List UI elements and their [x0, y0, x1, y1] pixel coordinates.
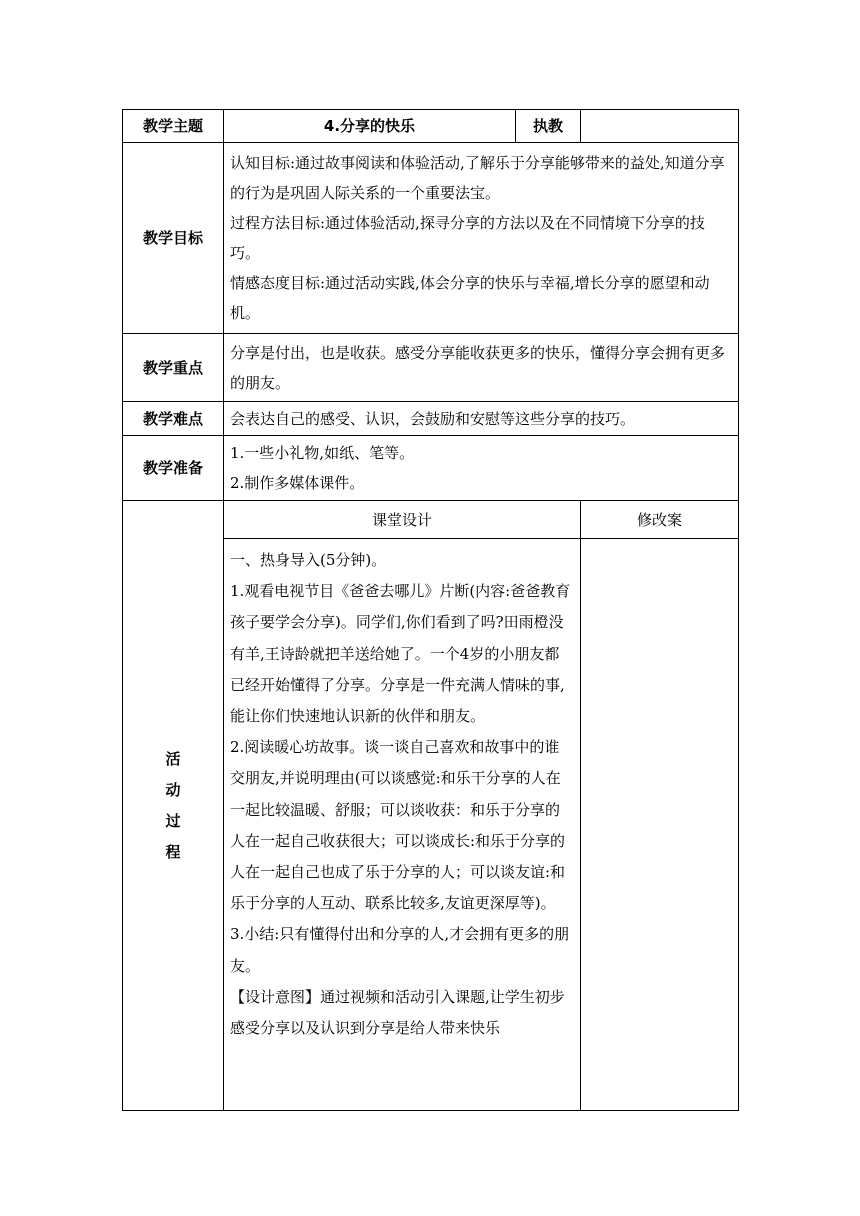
key-points-text: 分享是付出，也是收获。感受分享能收获更多的快乐，懂得分享会拥有更多的朋友。 [224, 334, 739, 402]
design-paragraph: 1.观看电视节目《爸爸去哪儿》片断(内容:爸爸教育孩子要学会分享)。同学们,你们看到了吗?田雨橙没有羊,王诗龄就把羊送给她了。一个4岁的小朋友都已经开始懂得了分享。分享是一件充满人情味的事,能让你们快速地认识新的伙伴和朋友。 [230, 582, 571, 726]
difficulties-row [123, 402, 739, 436]
design-paragraph: 2.阅读暖心坊故事。谈一谈自己喜欢和故事中的谁交朋友,并说明理由(可以谈感觉:和乐干分享的人在一起比较温暖、舒服；可以谈收获：和乐于分享的人在一起自己收获很大；可以谈成长:和乐于分享的人在一起自己也成了乐于分享的人；可以谈友谊:和乐于分享的人互动、联系比较多,友谊更深厚等)。 [230, 738, 566, 913]
process-header-row [123, 501, 739, 539]
goal-emotion: 情感态度目标:通过活动实践,体会分享的快乐与幸福,增长分享的愿望和动机。 [230, 274, 710, 322]
design-column-header: 课堂设计 [224, 501, 581, 539]
design-paragraph: 一、热身导入(5分钟)。 [230, 551, 387, 569]
goal-process: 过程方法目标:通过体验活动,探寻分享的方法以及在不同情境下分享的技巧。 [230, 214, 705, 262]
difficulties-label: 教学难点 [123, 402, 224, 436]
goal-cognitive: 认知目标:通过故事阅读和体验活动,了解乐于分享能够带来的益处,知道分享的行为是巩固人际关系的一个重要法宝。 [230, 154, 725, 202]
process-label-char: 过 [165, 811, 181, 830]
revision-content [581, 539, 739, 1111]
header-row [123, 110, 739, 143]
teacher-value [581, 110, 739, 143]
preparation-content [224, 436, 739, 501]
revision-column-header: 修改案 [581, 501, 739, 539]
preparation-item: 1.一些小礼物,如纸、笔等。 [230, 444, 415, 462]
goals-label: 教学目标 [123, 143, 224, 334]
lesson-plan-table [122, 109, 739, 1111]
design-paragraph: 3.小结:只有懂得付出和分享的人,才会拥有更多的朋友。 [230, 925, 570, 975]
process-label-char: 活 [165, 749, 181, 768]
key-points-label: 教学重点 [123, 334, 224, 402]
preparation-item: 2.制作多媒体课件。 [230, 474, 365, 492]
teacher-label: 执教 [516, 110, 581, 143]
design-paragraph: 【设计意图】通过视频和活动引入课题,让学生初步感受分享以及认识到分享是给人带来快乐 [230, 987, 565, 1038]
process-label-char: 动 [165, 780, 181, 799]
theme-value: 4.分享的快乐 [224, 110, 516, 143]
preparation-row [123, 436, 739, 501]
process-label [123, 501, 224, 1111]
theme-label: 教学主题 [123, 110, 224, 143]
goals-row [123, 143, 739, 334]
process-label-char: 程 [165, 842, 181, 861]
key-points-row [123, 334, 739, 402]
difficulties-text: 会表达自己的感受、认识，会鼓励和安慰等这些分享的技巧。 [224, 402, 739, 436]
preparation-label: 教学准备 [123, 436, 224, 501]
design-content [224, 539, 581, 1111]
goals-content [224, 143, 739, 334]
